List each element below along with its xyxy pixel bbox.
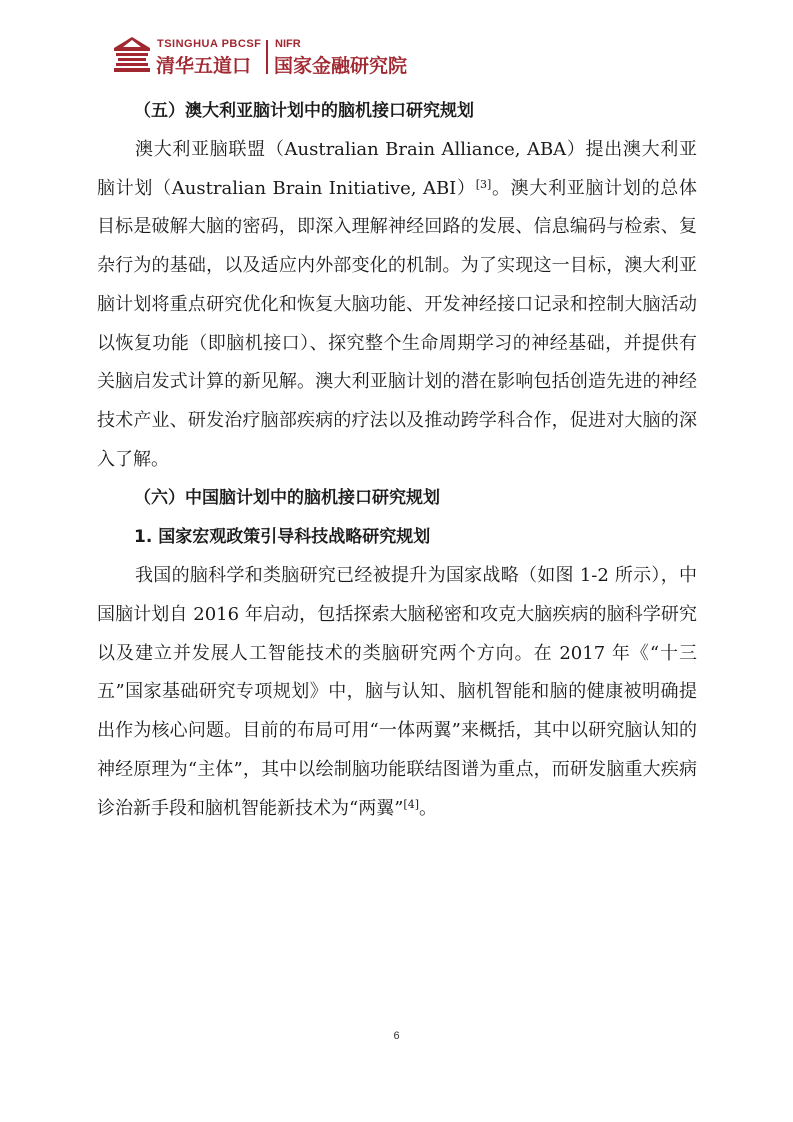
paragraph-text: 。 bbox=[419, 797, 437, 819]
reference-4: [4] bbox=[403, 797, 419, 811]
section-6-subheading: 1. 国家宏观政策引导科技战略研究规划 bbox=[134, 527, 431, 548]
nifr-chinese-name: 国家金融研究院 bbox=[274, 55, 408, 77]
section-6-paragraph bbox=[97, 557, 697, 828]
section-6-heading: （六）中国脑计划中的脑机接口研究规划 bbox=[134, 488, 440, 509]
brand-chinese-name: 清华五道口 bbox=[156, 55, 252, 77]
header-divider bbox=[266, 40, 268, 74]
paragraph-text: 我国的脑科学和类脑研究已经被提升为国家战略（如图 1-2 所示），中国脑计划自 2016 年启动，包括探索大脑秘密和攻克大脑疾病的脑科学研究以及建立并发展人工智能技术的类脑研究两个方向。在 2017 年《“十三五”国家基础研究专项规划》中，脑与认知、脑机智能和脑的健康被明确提出作为核心问题。目前的布局可用“一体两翼”来概括，其中以研究脑认知的神经原理为“主体”，其中以绘制脑功能联结图谱为重点，而研发脑重大疾病诊治新手段和脑机智能新技术为“两翼” bbox=[97, 565, 697, 819]
page-number: 6 bbox=[393, 1030, 400, 1042]
brand-english-name: TSINGHUA PBCSF bbox=[157, 38, 262, 50]
tsinghua-pbcsf-logo-icon bbox=[113, 36, 151, 76]
paragraph-text: 。澳大利亚脑计划的总体目标是破解大脑的密码，即深入理解神经回路的发展、信息编码与检索、复杂行为的基础，以及适应内外部变化的机制。为了实现这一目标，澳大利亚脑计划将重点研究优化和恢复大脑功能、开发神经接口记录和控制大脑活动以恢复功能（即脑机接口）、探究整个生命周期学习的神经基础，并提供有关脑启发式计算的新见解。澳大利亚脑计划的潜在影响包括创造先进的神经技术产业、研发治疗脑部疾病的疗法以及推动跨学科合作，促进对大脑的深入了解。 bbox=[97, 177, 697, 470]
paragraph-text: 澳大利亚脑联盟（Australian Brain Alliance, ABA）提出澳大利亚脑计划（Australian Brain Initiative, ABI） bbox=[97, 139, 697, 199]
document-body bbox=[97, 92, 697, 828]
section-5-heading: （五）澳大利亚脑计划中的脑机接口研究规划 bbox=[134, 101, 474, 121]
section-5-paragraph bbox=[97, 131, 697, 479]
nifr-english-name: NIFR bbox=[275, 38, 301, 50]
reference-3: [3] bbox=[475, 177, 492, 191]
